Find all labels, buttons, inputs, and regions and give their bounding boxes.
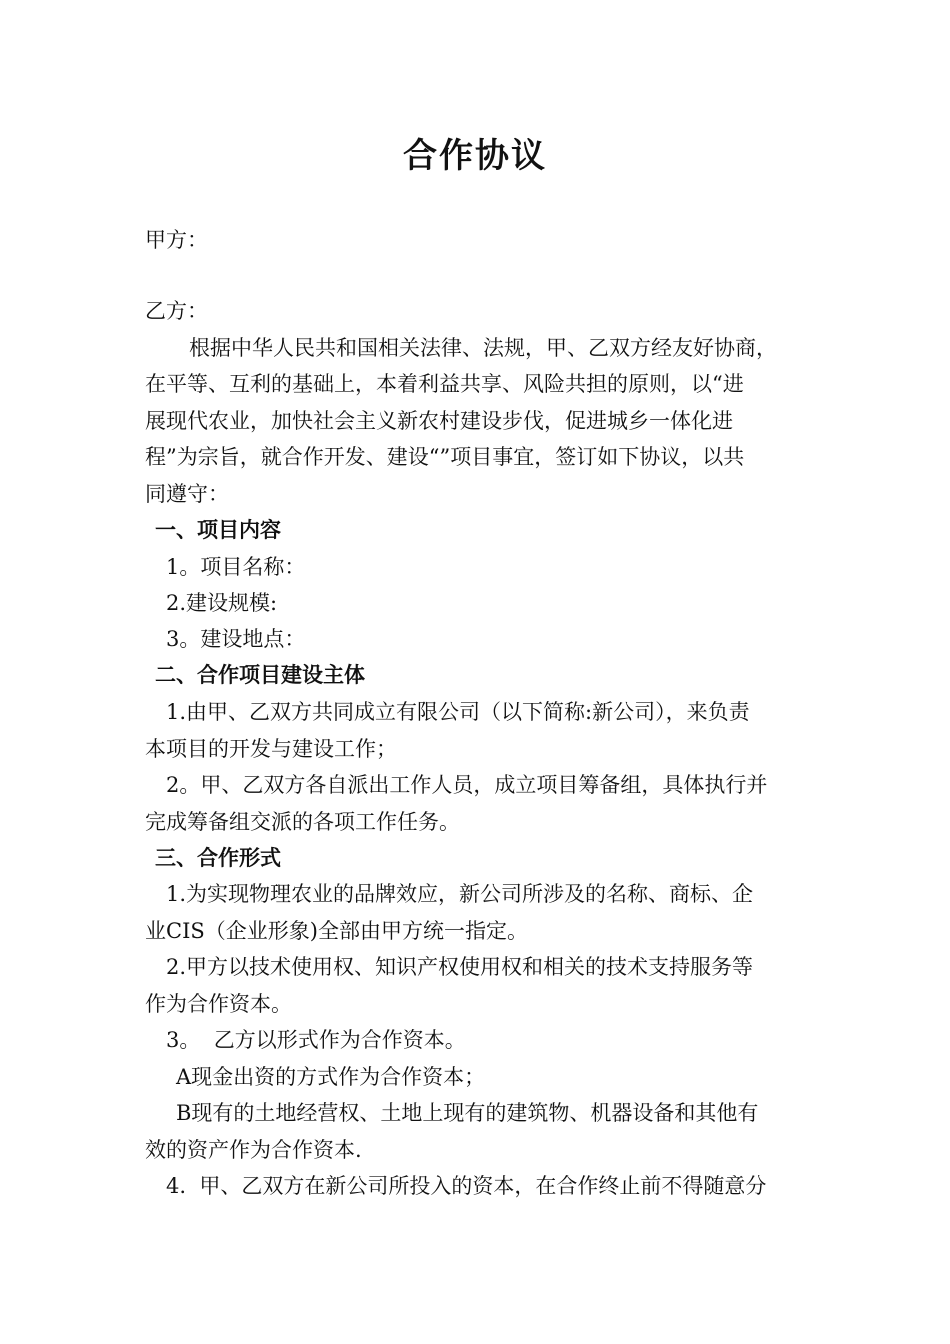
section-1-item-2: 2.建设规模: (166, 591, 278, 615)
section-3-line-2: 业CIS（企业形象)全部由甲方统一指定。 (145, 919, 528, 943)
section-3-line-3: 2.甲方以技术使用权、知识产权使用权和相关的技术支持服务等 (166, 955, 754, 979)
party-b-label: 乙方： (145, 299, 208, 323)
section-2-line-1: 1.由甲、乙双方共同成立有限公司（以下简称:新公司），来负责 (166, 700, 750, 724)
section-1-item-3: 3。建设地点： (166, 627, 306, 651)
section-3-line-9: 4. 甲、乙双方在新公司所投入的资本，在合作终止前不得随意分 (166, 1174, 767, 1198)
preamble-line-5: 同遵守： (145, 482, 229, 506)
preamble-line-4: 程”为宗旨，就合作开发、建设“”项目事宜，签订如下协议，以共 (145, 445, 745, 469)
preamble-line-1: 根据中华人民共和国相关法律、法规，甲、乙双方经友好协商， (189, 336, 777, 360)
preamble-line-2: 在平等、互利的基础上，本着利益共享、风险共担的原则，以“进 (145, 372, 744, 396)
section-3-option-b: B现有的土地经营权、土地上现有的建筑物、机器设备和其他有 (176, 1101, 759, 1125)
section-3-heading: 三、合作形式 (155, 845, 281, 870)
document-title: 合作协议 (403, 136, 547, 176)
section-2-line-4: 完成筹备组交派的各项工作任务。 (145, 810, 460, 834)
preamble-line-3: 展现代农业，加快社会主义新农村建设步伐，促进城乡一体化进 (145, 409, 733, 433)
section-2-heading: 二、合作项目建设主体 (155, 662, 365, 687)
section-3-line-4: 作为合作资本。 (145, 992, 292, 1016)
party-a-label: 甲方： (145, 228, 208, 252)
section-3-line-1: 1.为实现物理农业的品牌效应，新公司所涉及的名称、商标、企 (166, 882, 754, 906)
section-3-option-a: A现金出资的方式作为合作资本； (176, 1065, 486, 1089)
section-2-line-3: 2。甲、乙双方各自派出工作人员，成立项目筹备组，具体执行并 (166, 773, 768, 797)
section-3-line-8: 效的资产作为合作资本. (145, 1138, 362, 1162)
section-2-line-2: 本项目的开发与建设工作； (145, 737, 397, 761)
section-3-line-5: 3。 乙方以形式作为合作资本。 (166, 1028, 466, 1052)
section-1-heading: 一、项目内容 (155, 517, 281, 542)
section-1-item-1: 1。项目名称： (166, 555, 306, 579)
